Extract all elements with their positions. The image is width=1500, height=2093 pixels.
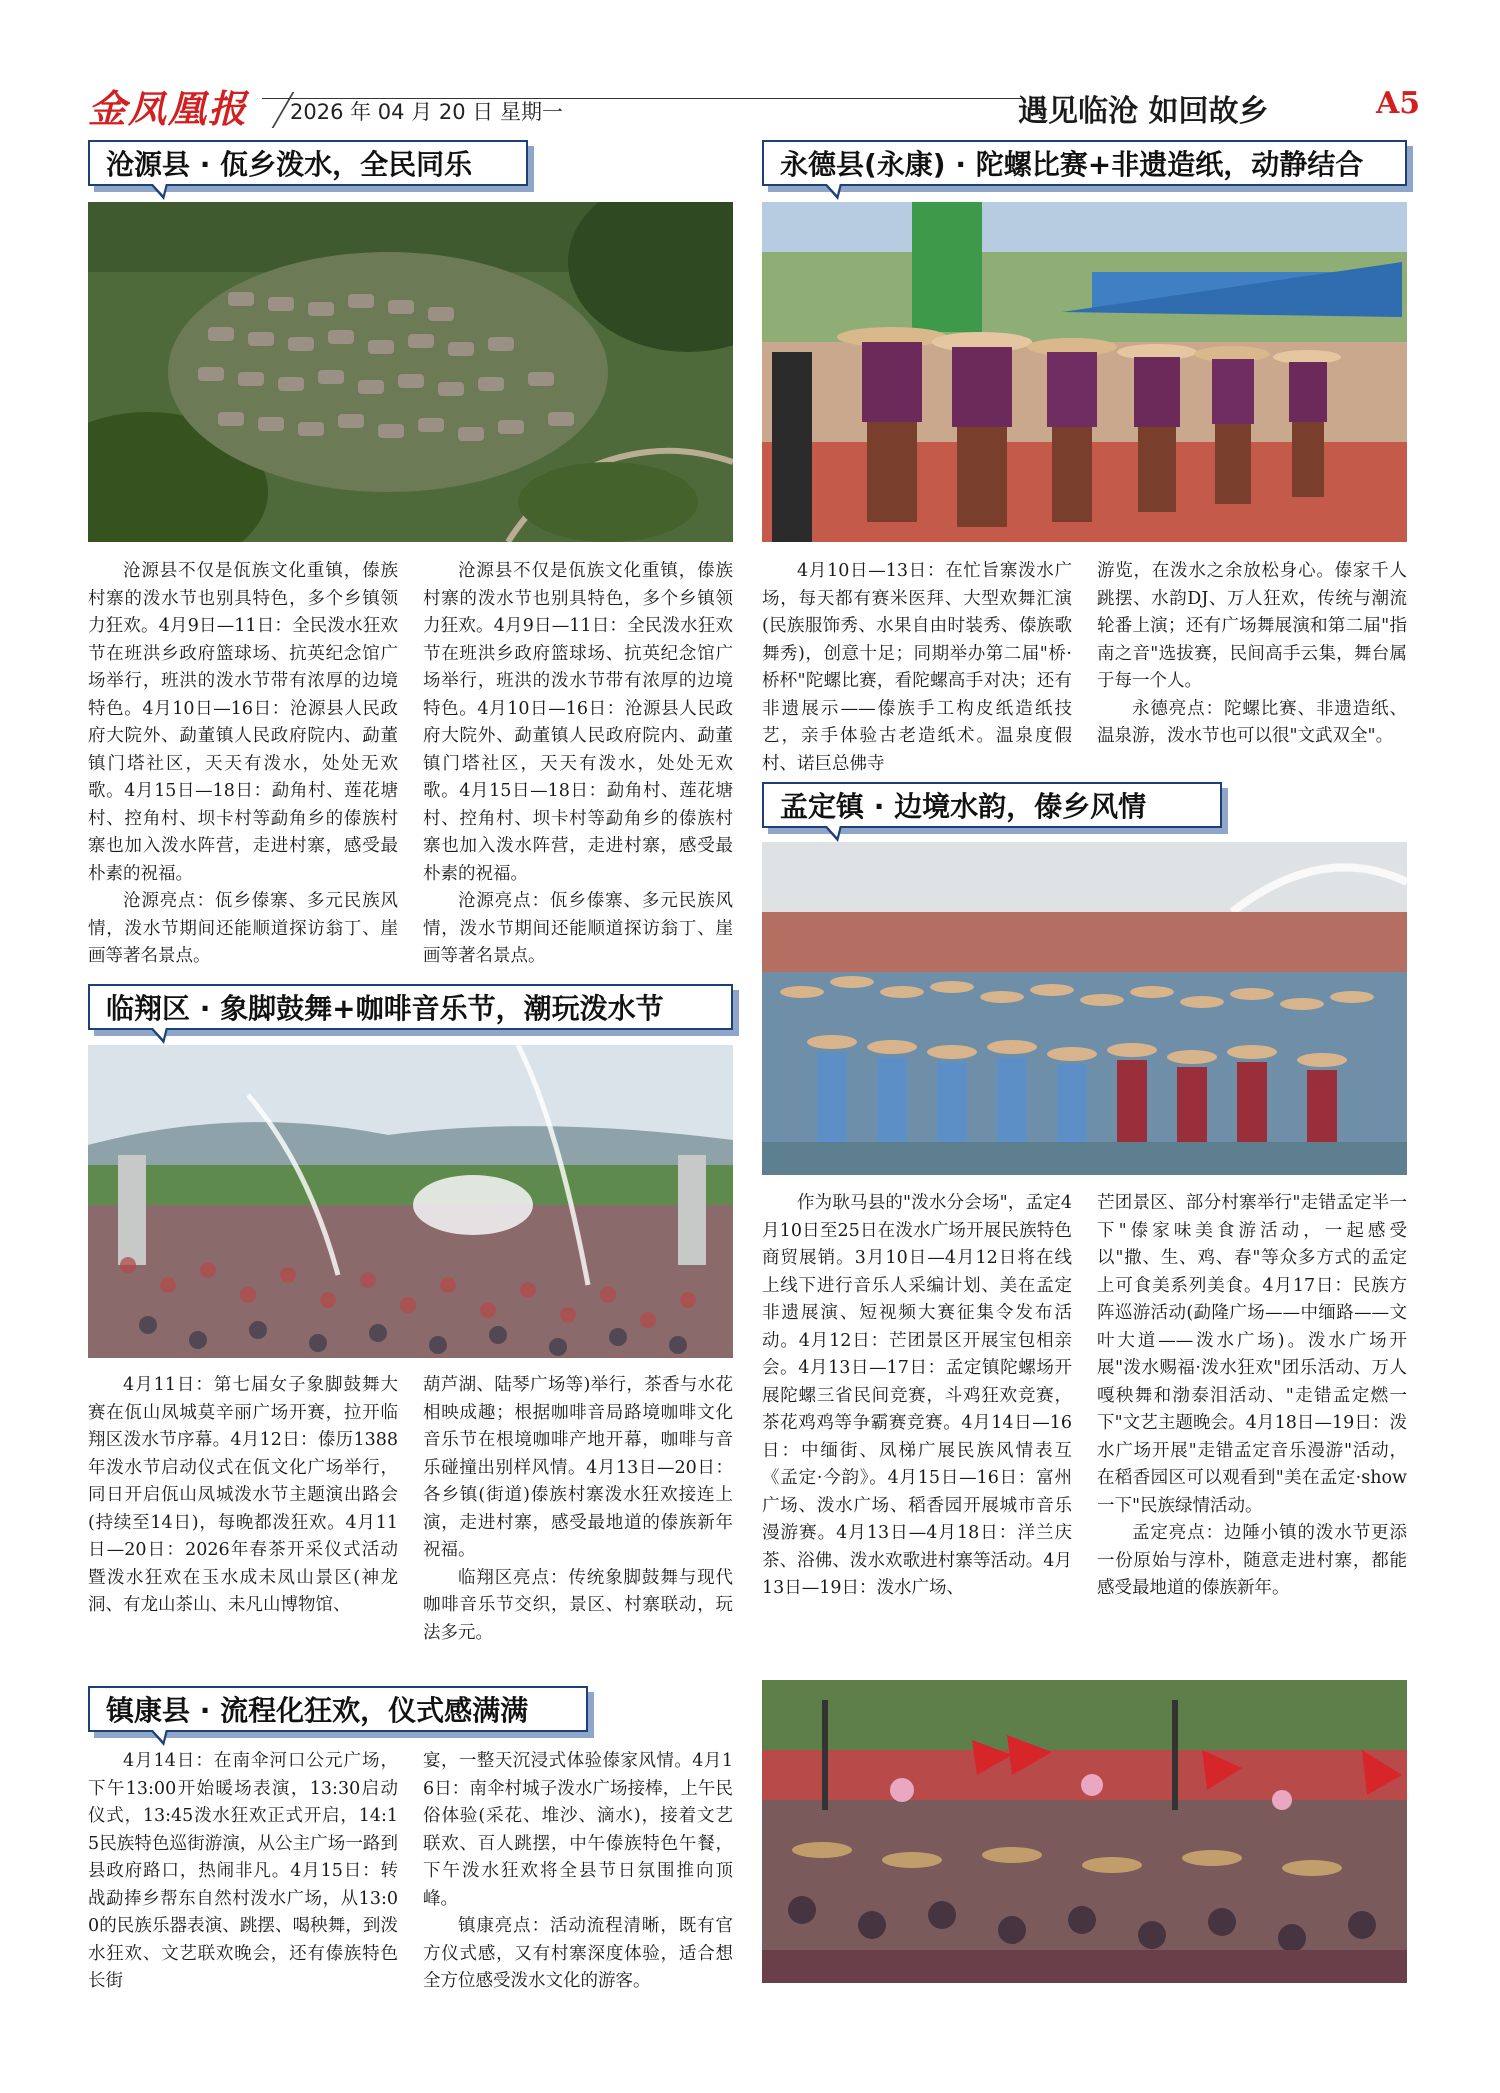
paragraph: 葫芦湖、陆琴广场等)举行，茶香与水花相映成趣；根据咖啡音局路境咖啡文化音乐节在根境咖啡产地开幕，咖啡与音乐碰撞出别样风情。4月13日—20日：各乡镇(街道)傣族村寨泼水狂欢接连上演，走进村寨，感受最地道的傣族新年祝福。 xyxy=(423,1375,733,1560)
photo-yongde-parade xyxy=(762,202,1407,542)
paragraph: 作为耿马县的"泼水分会场"，孟定4月10日至25日在泼水广场开展民族特色商贸展销。3月10日—4月12日将在线上线下进行音乐人采编计划、美在孟定非遗展演、短视频大赛征集令发布活动。4月12日：芒团景区开展宝包相亲会。4月13日—17日：孟定镇陀螺场开展陀螺三省民间竞赛，斗鸡狂欢竞赛，茶花鸡鸡等争霸赛竞赛。4月14日—16日：中缅街、凤梯广展民族风情表互《孟定·今韵》。4月15日—16日：富州广场、泼水广场、稻香园开展城市音乐漫游赛。4月13日—4月18日：洋兰庆茶、浴佛、泼水欢歌进村寨等活动。4月13日—19日：泼水广场、 xyxy=(762,1193,1072,1598)
article-mengding-col1 xyxy=(762,1190,1072,1660)
paragraph: 游览，在泼水之余放松身心。傣家千人跳摆、水韵DJ、万人狂欢，传统与潮流轮番上演；还有广场舞展演和第二届"指南之音"选拔赛，民间高手云集，舞台属于每一个人。 xyxy=(1097,561,1407,691)
paragraph-highlight: 沧源亮点：佤乡傣寨、多元民族风情，泼水节期间还能顺道探访翁丁、崖画等著名景点。 xyxy=(423,891,733,966)
article-cangyuan-col1 xyxy=(88,558,398,966)
article-zhenkang-col1 xyxy=(88,1748,398,2038)
photo-cangyuan-village xyxy=(88,202,733,542)
newspaper-logo: 金凤凰报 xyxy=(88,86,249,131)
article-lingxiang-col1 xyxy=(88,1372,398,1672)
header-dateline xyxy=(290,96,563,126)
article-yongde-col2 xyxy=(1097,558,1407,748)
photo-mengding-dance xyxy=(762,842,1407,1175)
article-lingxiang-col2 xyxy=(423,1372,733,1672)
section-title-cangyuan: 沧源县 · 佤乡泼水，全民同乐 xyxy=(88,140,528,186)
article-cangyuan-col2 xyxy=(423,558,733,966)
page-slogan: 遇见临沧 如回故乡 xyxy=(1018,94,1269,129)
paragraph: 芒团景区、部分村寨举行"走错孟定半一下"傣家味美食游活动，一起感受以"撒、生、鸡、春"等众多方式的孟定上可食美系列美食。4月17日：民族方阵巡游活动(勐隆广场——中缅路——文叶大道——泼水广场)。泼水广场开展"泼水赐福·泼水狂欢"团乐活动、万人嘎秧舞和渤泰泪活动、"走错孟定燃一下"文艺主题晚会。4月18日—19日：泼水广场开展"走错孟定音乐漫游"活动，在稻香园区可以观看到"美在孟定·show一下"民族绿情活动。 xyxy=(1097,1193,1407,1516)
paragraph-highlight: 镇康亮点：活动流程清晰，既有官方仪式感，又有村寨深度体验，适合想全方位感受泼水文化的游客。 xyxy=(423,1916,733,1991)
paragraph: 4月11日：第七届女子象脚鼓舞大赛在佤山凤城莫辛丽广场开赛，拉开临翔区泼水节序幕。4月12日：傣历1388年泼水节启动仪式在佤文化广场举行，同日开启佤山凤城泼水节主题演出路会(持续至14日)，每晚都泼狂欢。4月11日—20日：2026年春茶开采仪式活动暨泼水狂欢在玉水成未凤山景区(神龙洞、有龙山茶山、未凡山博物馆、 xyxy=(88,1375,398,1615)
paragraph-highlight: 临翔区亮点：传统象脚鼓舞与现代咖啡音乐节交织，景区、村寨联动，玩法多元。 xyxy=(423,1567,733,1643)
paragraph-highlight: 孟定亮点：边陲小镇的泼水节更添一份原始与淳朴，随意走进村寨，都能感受最地道的傣族新年。 xyxy=(1097,1523,1407,1598)
article-zhenkang-col2 xyxy=(423,1748,733,2038)
issue-weekday: 星期一 xyxy=(499,100,563,124)
section-title-lingxiang: 临翔区 · 象脚鼓舞+咖啡音乐节，潮玩泼水节 xyxy=(88,984,733,1030)
paragraph-highlight: 永德亮点：陀螺比赛、非遗造纸、温泉游，泼水节也可以很"文武双全"。 xyxy=(1097,698,1407,746)
issue-date: 2026 年 04 月 20 日 xyxy=(290,100,494,124)
paragraph: 沧源县不仅是佤族文化重镇，傣族村寨的泼水节也别具特色，多个乡镇领力狂欢。4月9日—11日：全民泼水狂欢节在班洪乡政府篮球场、抗英纪念馆广场举行，班洪的泼水节带有浓厚的边境特色。4月10日—16日：沧源县人民政府大院外、勐董镇人民政府院内、勐董镇门塔社区，天天有泼水，处处无欢歌。4月15日—18日：勐角村、莲花塘村、控角村、坝卡村等勐角乡的傣族村寨也加入泼水阵营，走进村寨，感受最朴素的祝福。 xyxy=(423,561,733,884)
section-title-zhenkang: 镇康县 · 流程化狂欢，仪式感满满 xyxy=(88,1686,588,1732)
paragraph: 沧源县不仅是佤族文化重镇，傣族村寨的泼水节也别具特色，多个乡镇领力狂欢。4月9日—11日：全民泼水狂欢节在班洪乡政府篮球场、抗英纪念馆广场举行，班洪的泼水节带有浓厚的边境特色。4月10日—16日：沧源县人民政府大院外、勐董镇人民政府院内、勐董镇门塔社区，天天有泼水，处处无欢歌。4月15日—18日：勐角村、莲花塘村、控角村、坝卡村等勐角乡的傣族村寨也加入泼水阵营，走进村寨，感受最朴素的祝福。 xyxy=(88,561,398,884)
page-number: A5 xyxy=(1376,86,1421,121)
photo-lingxiang-water-festival xyxy=(88,1045,733,1358)
photo-zhenkang-crowd xyxy=(762,1680,1407,1983)
section-title-yongde: 永德县(永康) · 陀螺比赛+非遗造纸，动静结合 xyxy=(762,140,1407,186)
paragraph: 宴，一整天沉浸式体验傣家风情。4月16日：南伞村城子泼水广场接棒，上午民俗体验(采花、堆沙、滴水)，接着文艺联欢、百人跳摆，中午傣族特色午餐，下午泼水狂欢将全县节日氛围推向顶峰。 xyxy=(423,1751,733,1909)
paragraph: 4月10日—13日：在忙旨寨泼水广场，每天都有赛米医拜、大型欢舞汇演(民族服饰秀、水果自由时装秀、傣族歌舞秀)，创意十足；同期举办第二届"桥·桥杯"陀螺比赛，看陀螺高手对决；还有非遗展示——傣族手工构皮纸造纸技艺，亲手体验古老造纸术。温泉度假村、诺巨总佛寺 xyxy=(762,561,1072,774)
article-mengding-col2 xyxy=(1097,1190,1407,1660)
article-yongde-col1 xyxy=(762,558,1072,774)
paragraph-highlight: 沧源亮点：佤乡傣寨、多元民族风情，泼水节期间还能顺道探访翁丁、崖画等著名景点。 xyxy=(88,891,398,966)
section-title-mengding: 孟定镇 · 边境水韵，傣乡风情 xyxy=(762,782,1222,828)
paragraph: 4月14日：在南伞河口公元广场，下午13:00开始暖场表演，13:30启动仪式，13:45泼水狂欢正式开启，14:15民族特色巡街游演，从公主广场一路到县政府路口，热闹非凡。4月15日：转战勐捧乡帮东自然村泼水广场，从13:00的民族乐器表演、跳摆、喝秧舞，到泼水狂欢、文艺联欢晚会，还有傣族特色长街 xyxy=(88,1751,398,1991)
